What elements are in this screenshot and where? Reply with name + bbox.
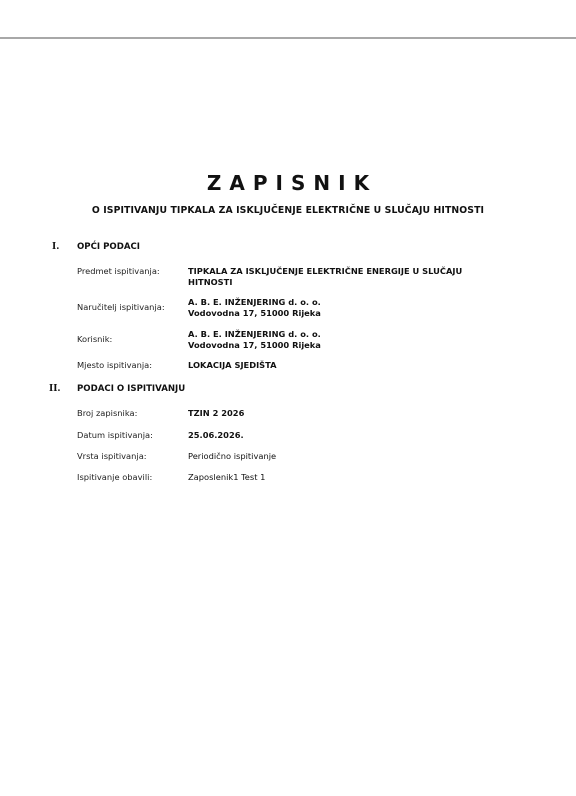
- document-subtitle: O ISPITIVANJU TIPKALA ZA ISKLJUČENJE ELEKTRIČNE U SLUČAJU HITNOSTI: [91, 205, 485, 216]
- record-number-label: Broj zapisnika:: [77, 408, 138, 418]
- user-value-line-1: A. B. E. INŽENJERING d. o. o.: [188, 329, 321, 339]
- section-2-number: II.: [49, 384, 61, 394]
- tested-by-value: Zaposlenik1 Test 1: [188, 472, 266, 482]
- section-1-number: I.: [52, 242, 60, 252]
- client-value-line-2: Vodovodna 17, 51000 Rijeka: [188, 307, 321, 318]
- test-date-value: 25.06.2026.: [188, 430, 244, 440]
- section-2-heading: PODACI O ISPITIVANJU: [77, 384, 186, 394]
- user-value-line-2: Vodovodna 17, 51000 Rijeka: [188, 339, 321, 350]
- location-label: Mjesto ispitivanja:: [77, 360, 153, 370]
- section-1-heading: OPĆI PODACI: [77, 242, 140, 252]
- test-type-label: Vrsta ispitivanja:: [77, 451, 147, 461]
- test-date-label: Datum ispitivanja:: [77, 430, 153, 440]
- subject-value-line-2: HITNOSTI: [188, 276, 233, 287]
- tested-by-label: Ispitivanje obavili:: [77, 472, 153, 482]
- location-value: [188, 360, 518, 371]
- subject-value: [188, 266, 518, 287]
- user-value: [188, 329, 518, 350]
- location-value-line-1: LOKACIJA SJEDIŠTA: [188, 360, 277, 370]
- record-number-value: TZIN 2 2026: [188, 408, 245, 418]
- client-value: [188, 297, 518, 318]
- document-title: ZAPISNIK: [206, 171, 378, 195]
- test-type-value: Periodično ispitivanje: [188, 451, 277, 461]
- page-top-divider: [0, 37, 576, 39]
- client-label: Naručitelj ispitivanja:: [77, 302, 165, 312]
- user-label: Korisnik:: [77, 334, 113, 344]
- client-value-line-1: A. B. E. INŽENJERING d. o. o.: [188, 297, 321, 307]
- subject-label: Predmet ispitivanja:: [77, 266, 160, 276]
- subject-value-line-1: TIPKALA ZA ISKLJUČENJE ELEKTRIČNE ENERGIJE U SLUČAJU: [188, 266, 463, 276]
